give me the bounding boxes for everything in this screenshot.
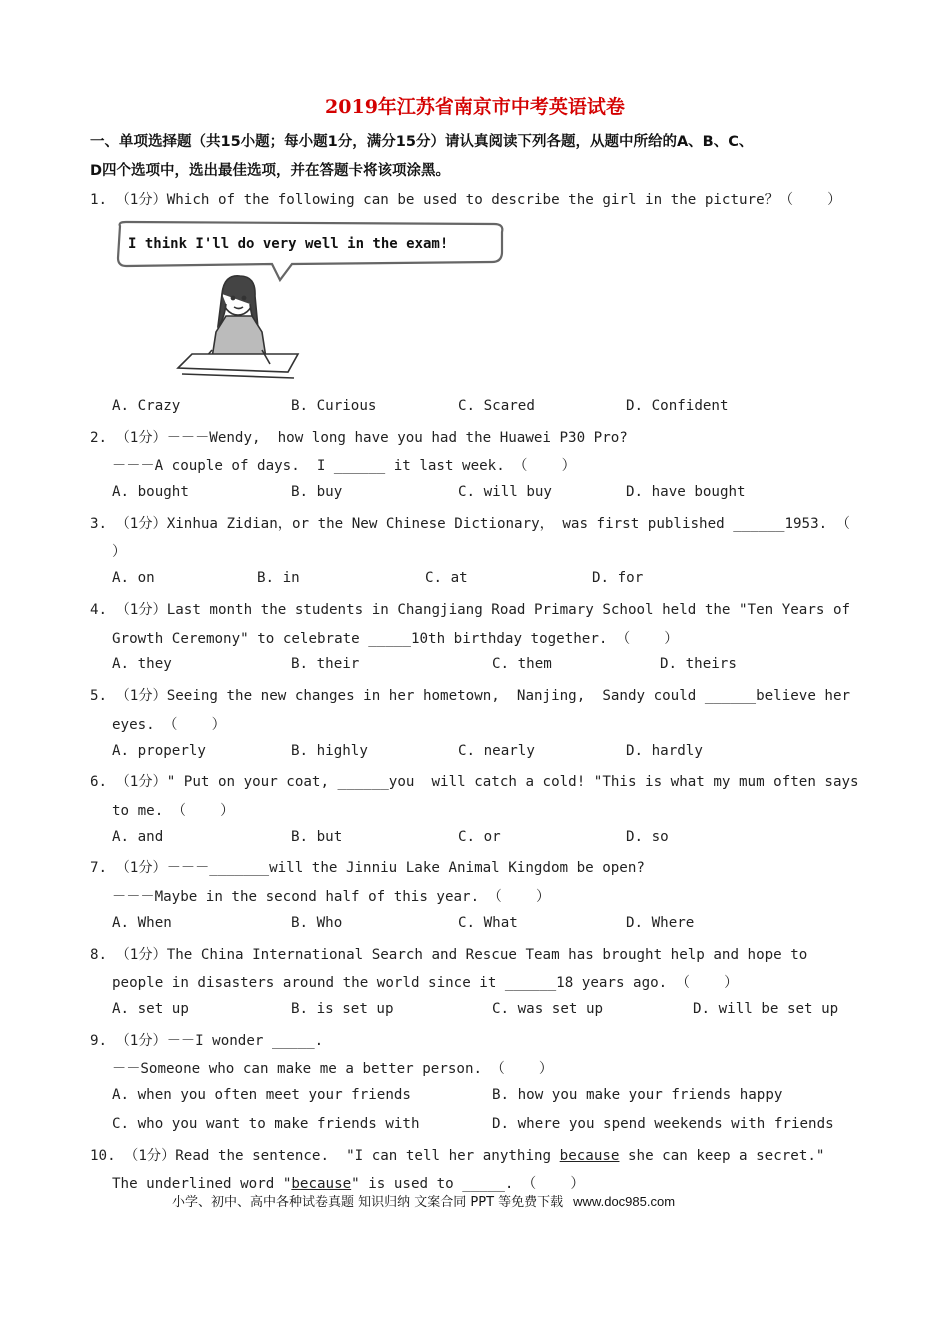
q1-option-c[interactable]: C. Scared [458,398,535,414]
question-9-text-cont: －－Someone who can make me a better person. （ ） [112,1061,554,1077]
q4-option-c[interactable]: C. them [492,656,552,672]
q4-option-b[interactable]: B. their [291,656,360,672]
q2-option-c[interactable]: C. will buy [458,484,552,500]
q7-option-b[interactable]: B. Who [291,915,343,931]
question-2-text: 2. （1分）－－－Wendy, how long have you had the Huawei P30 Pro? [90,430,628,446]
q8-option-b[interactable]: B. is set up [291,1001,394,1017]
q1-option-d[interactable]: D. Confident [626,398,729,414]
q7-option-d[interactable]: D. Where [626,915,695,931]
q10-line1-after: she can keep a secret." [619,1148,825,1164]
q2-option-a[interactable]: A. bought [112,484,189,500]
q2-option-b[interactable]: B. buy [291,484,343,500]
footer-text: 小学、初中、高中各种试卷真题 知识归纳 文案合同 PPT 等免费下载 [172,1195,564,1210]
q7-option-c[interactable]: C. What [458,915,518,931]
q10-line2-before: The underlined word " [112,1176,292,1192]
q9-option-b[interactable]: B. how you make your friends happy [492,1087,783,1103]
q6-option-d[interactable]: D. so [626,829,669,845]
q5-option-c[interactable]: C. nearly [458,743,535,759]
question-8-text: 8. （1分）The China International Search and Rescue Team has brought help and hope to [90,947,808,963]
q5-option-b[interactable]: B. highly [291,743,368,759]
question-1-text: 1. （1分）Which of the following can be used to describe the girl in the picture？（ ） [90,192,842,208]
q2-option-d[interactable]: D. have bought [626,484,746,500]
q3-option-d[interactable]: D. for [592,570,644,586]
girl-picture [112,218,512,388]
question-10-text-cont [112,1173,585,1193]
q3-option-b[interactable]: B. in [257,570,300,586]
question-3-text: 3. （1分）Xinhua Zidian，or the New Chinese Dictionary， was first published ______1953. （ [90,516,850,532]
question-3-text-cont: ） [112,544,127,560]
q9-option-a[interactable]: A. when you often meet your friends [112,1087,411,1103]
girl-drawing [178,276,298,378]
q5-option-a[interactable]: A. properly [112,743,206,759]
question-7-text: 7. （1分）－－－_______will the Jinniu Lake Animal Kingdom be open? [90,860,645,876]
question-5-text: 5. （1分）Seeing the new changes in her hometown, Nanjing, Sandy could ______believe her [90,688,851,704]
q6-option-c[interactable]: C. or [458,829,501,845]
section-instructions-line1: 一、单项选择题（共15小题；每小题1分，满分15分）请认真阅读下列各题，从题中所给的A、B、C、 [90,134,754,150]
footer-site-link[interactable]: www.doc985.com [573,1194,676,1209]
section-instructions-line2: D四个选项中，选出最佳选项，并在答题卡将该项涂黑。 [90,163,451,179]
q1-option-b[interactable]: B. Curious [291,398,377,414]
q8-option-c[interactable]: C. was set up [492,1001,604,1017]
question-9-text: 9. （1分）－－I wonder _____. [90,1033,324,1049]
bubble-text: I think I'll do very well in the exam! [128,236,449,252]
question-10-text [90,1145,824,1165]
q6-option-b[interactable]: B. but [291,829,343,845]
footer-banner [172,1191,675,1210]
q9-option-c[interactable]: C. who you want to make friends with [112,1116,420,1132]
question-6-text: 6. （1分）" Put on your coat, ______you will catch a cold! "This is what my mum often says [90,774,859,790]
question-4-text: 4. （1分）Last month the students in Changjiang Road Primary School held the "Ten Years of [90,602,851,618]
q10-underlined-word: because [559,1148,620,1164]
q8-option-d[interactable]: D. will be set up [693,1001,839,1017]
q3-option-c[interactable]: C. at [425,570,468,586]
q7-option-a[interactable]: A. When [112,915,172,931]
question-6-text-cont: to me. （ ） [112,803,235,819]
q6-option-a[interactable]: A. and [112,829,164,845]
q9-option-d[interactable]: D. where you spend weekends with friends [492,1116,834,1132]
q4-option-d[interactable]: D. theirs [660,656,737,672]
q1-option-a[interactable]: A. Crazy [112,398,181,414]
question-7-text-cont: －－－Maybe in the second half of this year. （ ） [112,889,551,905]
q3-option-a[interactable]: A. on [112,570,155,586]
q8-option-a[interactable]: A. set up [112,1001,189,1017]
page-title: 2019年江苏省南京市中考英语试卷 [325,96,625,118]
question-5-text-cont: eyes. （ ） [112,717,226,733]
q10-line1-before: 10. （1分）Read the sentence. "I can tell her anything [90,1148,560,1164]
q10-underlined-word-2: because [291,1176,352,1192]
question-4-text-cont: Growth Ceremony" to celebrate _____10th birthday together. （ ） [112,631,679,647]
q10-line2-after: " is used to _____. （ ） [351,1176,585,1192]
q4-option-a[interactable]: A. they [112,656,172,672]
question-8-text-cont: people in disasters around the world since it ______18 years ago. （ ） [112,975,739,991]
q5-option-d[interactable]: D. hardly [626,743,703,759]
question-2-text-cont: －－－A couple of days. I ______ it last week. （ ） [112,458,576,474]
